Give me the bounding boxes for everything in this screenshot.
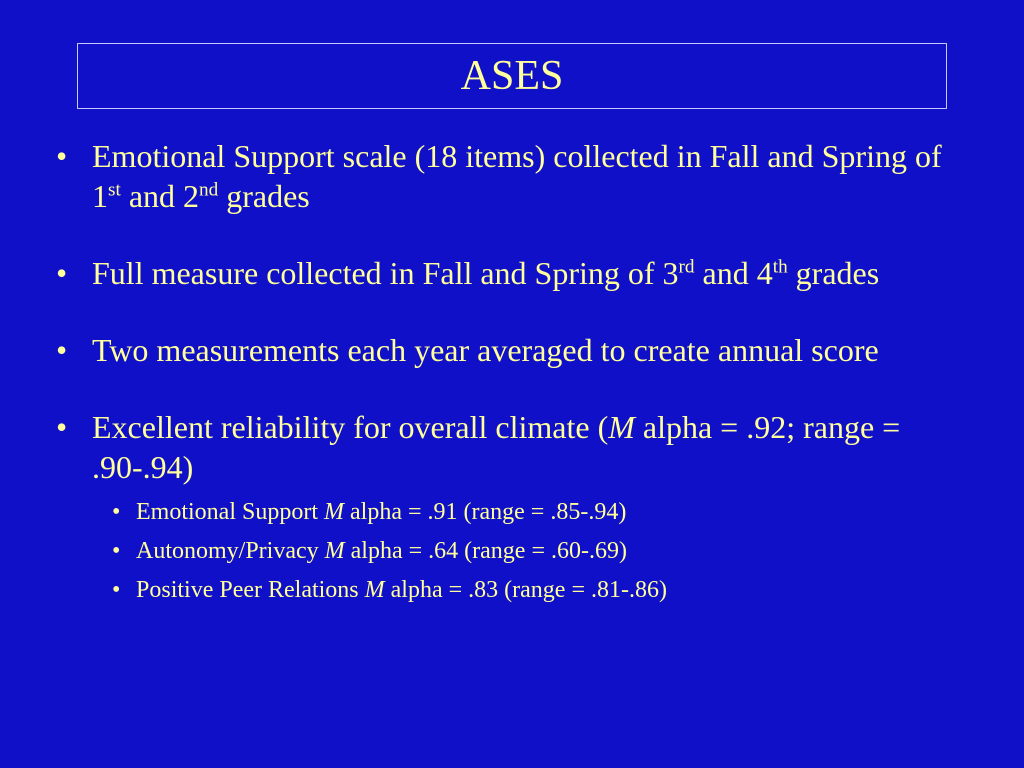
italic-m: M [608,409,635,445]
sub-bullet-label: Emotional Support [136,499,324,525]
title-box [77,43,947,109]
bullet-text: Excellent reliability for overall climate ( [92,409,609,445]
sub-bullet-label: Positive Peer Relations [136,577,365,603]
bullet-text: Two measurements each year averaged to create annual score [92,332,879,368]
bullet-text: Full measure collected in Fall and Spring of 3 [92,255,679,291]
bullet-item-emotional-support-scale [52,136,972,216]
superscript: nd [199,179,219,201]
superscript: st [108,179,121,201]
italic-m: M [324,538,345,564]
bullet-text: and 2 [120,178,200,214]
superscript: rd [678,256,695,278]
sub-bullet-text: alpha = .91 (range = .85-.94) [344,499,627,525]
sub-bullet-positive-peer-relations [90,575,972,606]
bullet-text: Emotional Support scale (18 items) collected in Fall and Spring of 1 [92,138,942,214]
bullet-text: grades [218,178,310,214]
sub-bullet-text: alpha = .83 (range = .81-.86) [384,577,667,603]
italic-m: M [324,499,344,525]
bullet-text: and 4 [694,255,773,291]
bullet-item-full-measure [52,253,972,293]
superscript: th [772,256,788,278]
bullet-item-two-measurements [52,330,972,370]
sub-bullet-list [90,497,972,606]
bullet-item-reliability [52,407,972,606]
bullet-list [52,136,972,614]
italic-m: M [364,577,385,603]
slide-title: ASES [460,53,564,99]
sub-bullet-autonomy-privacy [90,536,972,567]
sub-bullet-emotional-support [90,497,972,528]
bullet-text: grades [787,255,880,291]
sub-bullet-text: alpha = .64 (range = .60-.69) [344,538,627,564]
sub-bullet-label: Autonomy/Privacy [136,538,325,564]
bullet-text: alpha = .92; range = .90-.94) [92,409,901,485]
